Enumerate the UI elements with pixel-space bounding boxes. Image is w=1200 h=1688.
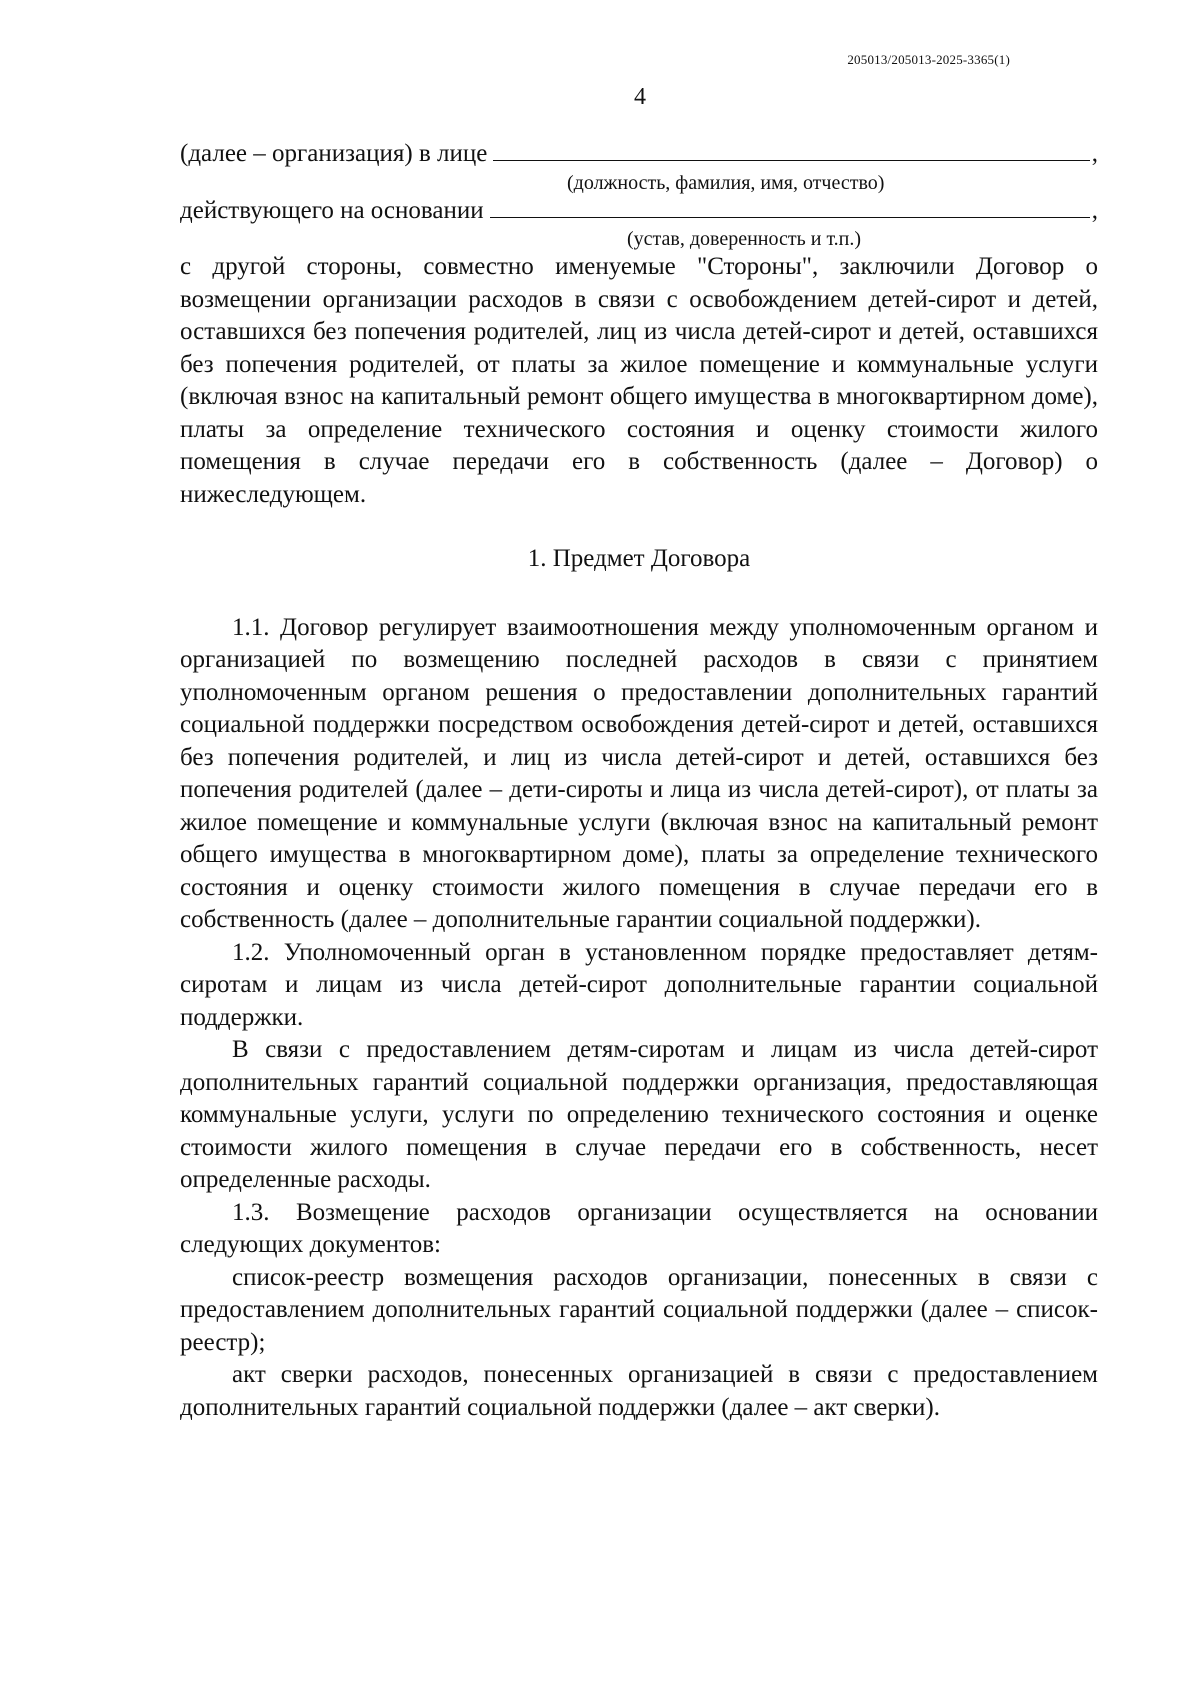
comma: , [1091,196,1098,224]
basis-hint: (устав, доверенность и т.п.) [627,228,862,250]
representative-line [180,138,1098,171]
paragraph-1-1: 1.1. Договор регулирует взаимоотношения между уполномоченным органом и организацией по возмещению последней расходов в связи с принятием уполномоченным органом решения о предоставлении дополнительных гарантий социальной поддержки посредством освобождения детей-сирот и детей, оставшихся без попечения родителей, и лиц из числа детей-сирот и детей, оставшихся без попечения родителей (далее – дети-сироты и лица из числа детей-сирот), от платы за жилое помещение и коммунальные услуги (включая взнос на капитальный ремонт общего имущества в многоквартирном доме), платы за определение технического состояния и оценку стоимости жилого помещения в случае передачи его в собственность (далее – дополнительные гарантии социальной поддержки). [180,613,1098,933]
intro-paragraph: с другой стороны, совместно именуемые "Стороны", заключили Договор о возмещении организации расходов в связи с освобождением детей-сирот и детей, оставшихся без попечения родителей, лиц из числа детей-сирот и детей, оставшихся без попечения родителей, от платы за жилое помещение и коммунальные услуги (включая взнос на капитальный ремонт общего имущества в многоквартирном доме), платы за определение технического состояния и оценку стоимости жилого помещения в случае передачи его в собственность (далее – Договор) о нижеследующем. [180,253,1098,508]
paragraph-reconciliation-act: акт сверки расходов, понесенных организацией в связи с предоставлением дополнительных гарантий социальной поддержки (далее – акт сверки). [180,1361,1098,1421]
basis-label: действующего на основании [180,196,484,224]
page-number: 4 [634,84,646,110]
representative-label: (далее – организация) в лице [180,140,488,167]
representative-blank [493,159,1089,161]
comma: , [1091,140,1098,167]
paragraph-registry-list: список-реестр возмещения расходов организации, понесенных в связи с предоставлением дополнительных гарантий социальной поддержки (далее – список-реестр); [180,1263,1098,1356]
section-title: 1. Предмет Договора [527,545,751,572]
basis-blank [490,216,1090,218]
document-body [180,138,1098,1424]
paragraph-expenses: В связи с предоставлением детям-сиротам и лицам из числа детей-сирот дополнительных гарантий социальной поддержки организация, предоставляющая коммунальные услуги, услуги по определению технического состояния и оценке стоимости жилого помещения в случае передачи его в собственность, несет определенные расходы. [180,1036,1098,1193]
basis-line [180,195,1098,228]
representative-hint: (должность, фамилия, имя, отчество) [567,171,885,194]
paragraph-1-2: 1.2. Уполномоченный орган в установленном порядке предоставляет детям-сиротам и лицам из числа детей-сирот дополнительные гарантии социальной поддержки. [180,938,1098,1031]
paragraph-1-3: 1.3. Возмещение расходов организации осуществляется на основании следующих документов: [180,1198,1098,1258]
document-id: 205013/205013-2025-3365(1) [847,52,1010,67]
